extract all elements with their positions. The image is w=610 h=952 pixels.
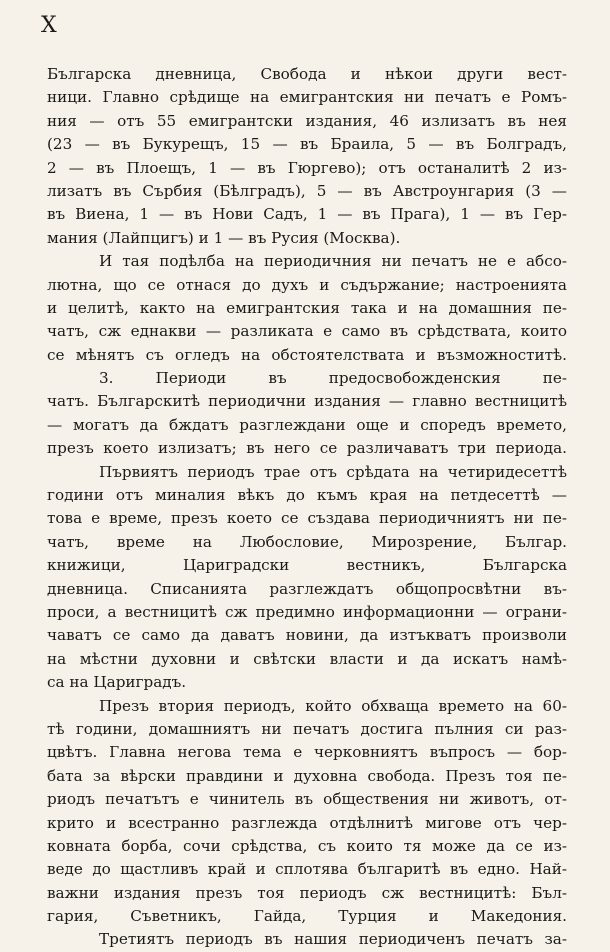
- text-line: чатъ. Българскитѣ периодични издания — главно вестницитѣ: [47, 392, 567, 411]
- text-line: книжици, Цариградски вестникъ, Българска: [47, 556, 567, 575]
- text-line: чаватъ се само да даватъ новини, да изтъкватъ произволи: [47, 626, 567, 645]
- text-line: ковната борба, сочи срѣдства, съ които тя може да се из-: [47, 836, 567, 855]
- text-line: Българска дневница, Свобода и нѣкои други вест-: [47, 65, 567, 83]
- text-line: лизатъ въ Сърбия (Бѣлградъ), 5 — въ Австроунгария (3 —: [47, 181, 567, 200]
- text-line: проси, а вестницитѣ сж предимно информационни — ограни-: [47, 602, 567, 621]
- paragraph-first-line: И тая подѣлба на периодичния ни печатъ не е абсо-: [99, 252, 567, 271]
- text-line: чатъ, време на Любословие, Мирозрение, Българ.: [47, 532, 567, 551]
- text-line: 2 — въ Плоещъ, 1 — въ Гюргево); отъ останалитѣ 2 из-: [47, 158, 567, 177]
- page-number: X: [41, 13, 58, 38]
- text-line: тѣ години, домашниятъ ни печатъ достига пълния си раз-: [47, 719, 567, 738]
- paragraph-first-line: Третиятъ периодъ въ нашия периодиченъ печатъ за-: [99, 930, 567, 949]
- body-text: [47, 63, 567, 952]
- text-line: гария, Съветникъ, Гайда, Турция и Македония.: [47, 907, 567, 926]
- section-heading-line: 3. Периоди въ предосвобожденския пе-: [99, 369, 567, 388]
- text-line: дневница. Списанията разглеждатъ общопросвѣтни въ-: [47, 579, 567, 598]
- text-line: важни издания презъ тоя периодъ сж вестницитѣ: Бъл-: [47, 883, 567, 902]
- text-line: ния — отъ 55 емигрантски издания, 46 излизатъ въ нея: [47, 111, 567, 130]
- text-line: на мѣстни духовни и свѣтски власти и да искатъ намѣ-: [47, 649, 567, 668]
- text-line: бата за вѣрски правдини и духовна свобода. Презъ тоя пе-: [47, 766, 567, 785]
- text-line: години отъ миналия вѣкъ до къмъ края на петдесеттѣ —: [47, 486, 567, 505]
- text-line: това е време, презъ което се създава периодичниятъ ни пе-: [47, 509, 567, 528]
- text-line: са на Цариградъ.: [47, 673, 187, 692]
- text-line: риодъ печатътъ е чинитель въ обществения ни животъ, от-: [47, 790, 567, 809]
- text-line: (23 — въ Букурещъ, 15 — въ Браила, 5 — въ Болградъ,: [47, 135, 567, 154]
- text-line: ници. Главно срѣдище на емигрантския ни печатъ е Ромъ-: [47, 88, 567, 107]
- text-line: и целитѣ, както на емигрантския така и на домашния пе-: [47, 298, 567, 317]
- text-line: презъ което излизатъ; въ него се различаватъ три периода.: [47, 439, 567, 458]
- text-line: веде до щастливъ край и сплотява българитѣ въ едно. Най-: [47, 860, 567, 879]
- text-line: мания (Лайпцигъ) и 1 — въ Русия (Москва).: [47, 228, 401, 247]
- paragraph-first-line: Презъ втория периодъ, който обхваща времето на 60-: [99, 696, 567, 715]
- text-line: крито и всестранно разглежда отдѣлнитѣ мигове отъ чер-: [47, 813, 567, 832]
- text-line: чатъ, сж еднакви — разликата е само въ срѣдствата, които: [47, 322, 567, 341]
- text-line: — могатъ да бждатъ разглеждани още и споредъ времето,: [47, 415, 567, 434]
- text-line: се мѣнятъ съ огледъ на обстоятелствата и възможноститѣ.: [47, 345, 567, 364]
- text-line: въ Виена, 1 — въ Нови Садъ, 1 — въ Прага), 1 — въ Гер-: [47, 205, 567, 224]
- paragraph-first-line: Първиятъ периодъ трае отъ срѣдата на четиридесеттѣ: [99, 462, 567, 481]
- text-line: цвѣтъ. Главна негова тема е черковниятъ въпросъ — бор-: [47, 743, 567, 762]
- text-line: лютна, що се отнася до духъ и съдържание; настроенията: [47, 275, 567, 294]
